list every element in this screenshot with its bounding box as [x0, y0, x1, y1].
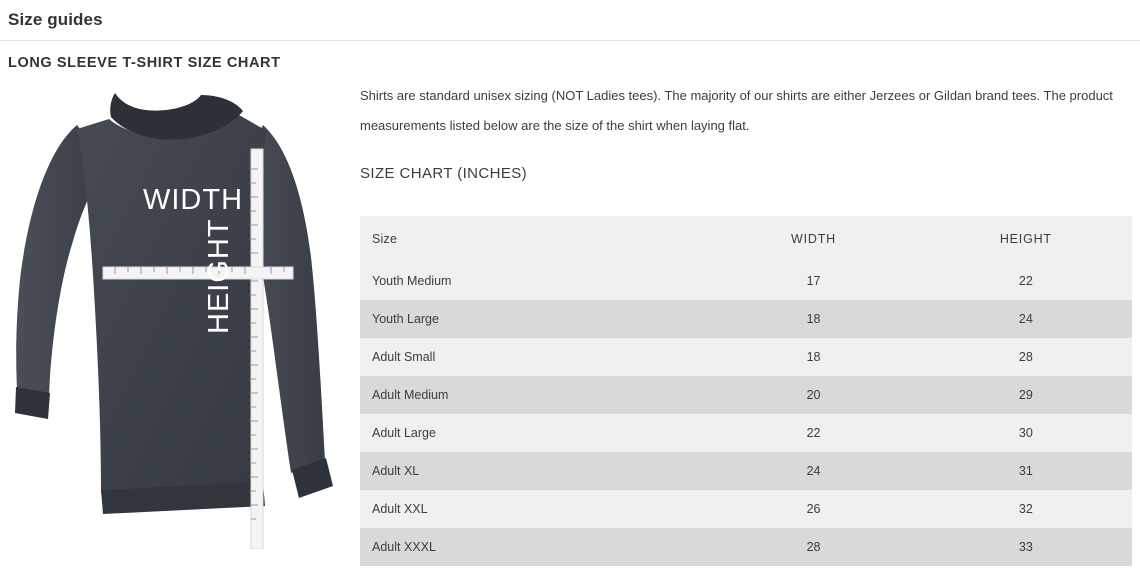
section-title: LONG SLEEVE T-SHIRT SIZE CHART: [8, 55, 281, 71]
details-column: [360, 81, 1140, 566]
cell-size: Youth Large: [372, 312, 439, 326]
table-body: [360, 262, 1132, 566]
cell-width: 22: [806, 426, 821, 440]
cell-size: Adult Large: [372, 426, 436, 440]
illustration-column: [0, 81, 360, 559]
cell-width: 17: [806, 274, 821, 288]
table-row: [360, 262, 1132, 300]
cell-width: 20: [806, 388, 821, 402]
cell-height: 29: [1018, 388, 1033, 402]
cell-size: Adult XXXL: [372, 540, 436, 554]
cell-size: Youth Medium: [372, 274, 452, 288]
cell-height: 31: [1018, 464, 1033, 478]
width-label: WIDTH: [143, 184, 244, 216]
intro-paragraph: Shirts are standard unisex sizing (NOT Ladies tees). The majority of our shirts are either Jerzees or Gildan brand tees. The product measurements listed below are the size of the shirt when laying flat.: [360, 88, 1113, 133]
size-chart-table: [360, 216, 1132, 566]
table-header: [360, 216, 1132, 262]
cell-height: 32: [1018, 502, 1033, 516]
cell-size: Adult XXL: [372, 502, 428, 516]
table-header-row: [360, 216, 1132, 262]
cell-size: Adult XL: [372, 464, 420, 478]
long-sleeve-shirt-icon: [15, 89, 345, 549]
table-row: [360, 452, 1132, 490]
page-title: Size guides: [8, 10, 103, 29]
cell-width: 18: [806, 350, 821, 364]
cell-height: 22: [1018, 274, 1033, 288]
table-row: [360, 414, 1132, 452]
table-row: [360, 376, 1132, 414]
table-row: [360, 338, 1132, 376]
cell-width: 26: [806, 502, 821, 516]
cell-height: 28: [1018, 350, 1033, 364]
table-row: [360, 490, 1132, 528]
cell-size: Adult Small: [372, 350, 436, 364]
table-row: [360, 528, 1132, 566]
table-row: [360, 300, 1132, 338]
height-label: HEIGHT: [203, 218, 235, 334]
column-header-height: HEIGHT: [920, 216, 1132, 262]
cell-width: 24: [806, 464, 821, 478]
cell-height: 30: [1018, 426, 1033, 440]
cell-size: Adult Medium: [372, 388, 449, 402]
shirt-illustration: [15, 89, 345, 559]
content-area: [0, 71, 1140, 566]
cell-width: 18: [806, 312, 821, 326]
cell-width: 28: [806, 540, 821, 554]
column-header-width: WIDTH: [707, 216, 919, 262]
cell-height: 24: [1018, 312, 1033, 326]
size-chart-heading: SIZE CHART (INCHES): [360, 165, 528, 182]
column-header-size: Size: [360, 216, 707, 262]
page-header: [0, 0, 1140, 40]
cell-height: 33: [1018, 540, 1033, 554]
